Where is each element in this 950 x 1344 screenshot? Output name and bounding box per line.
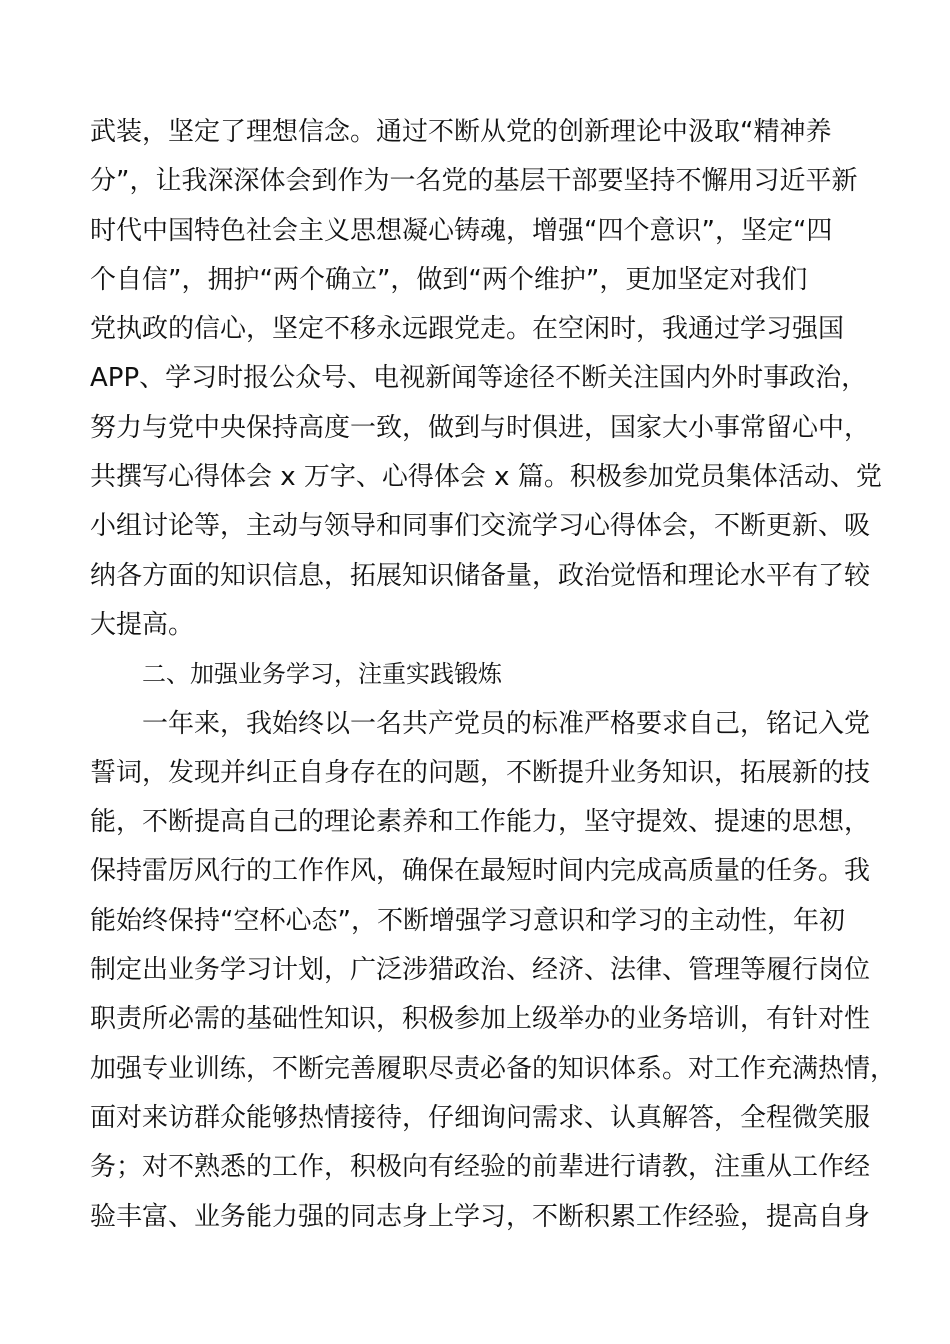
text-line: 共撰写心得体会 x 万字、心得体会 x 篇。积极参加党员集体活动、党 bbox=[90, 462, 882, 493]
document-page bbox=[90, 108, 897, 1242]
text-line: 务；对不熟悉的工作，积极向有经验的前辈进行请教，注重从工作经 bbox=[90, 1152, 871, 1183]
text-line: 一年来，我始终以一名共产党员的标准严格要求自己，铭记入党 bbox=[142, 708, 871, 739]
text-line: 小组讨论等，主动与领导和同事们交流学习心得体会，不断更新、吸 bbox=[90, 511, 871, 542]
text-line: 能始终保持“空杯心态”，不断增强学习意识和学习的主动性，年初 bbox=[90, 905, 845, 936]
text-line: 面对来访群众能够热情接待，仔细询问需求、认真解答，全程微笑服 bbox=[90, 1102, 871, 1133]
paragraph-2 bbox=[90, 700, 897, 1242]
paragraph-1 bbox=[90, 108, 882, 650]
text-line: 党执政的信心，坚定不移永远跟党走。在空闲时，我通过学习强国 bbox=[90, 314, 845, 345]
text-line: 职责所必需的基础性知识，积极参加上级举办的业务培训，有针对性 bbox=[90, 1004, 871, 1035]
text-line: 加强专业训练，不断完善履职尽责必备的知识体系。对工作充满热情， bbox=[90, 1053, 897, 1084]
text-line: 能，不断提高自己的理论素养和工作能力，坚守提效、提速的思想， bbox=[90, 807, 871, 838]
text-line: APP、学习时报公众号、电视新闻等途径不断关注国内外时事政治， bbox=[90, 363, 868, 394]
text-line: 誓词，发现并纠正自身存在的问题，不断提升业务知识，拓展新的技 bbox=[90, 757, 871, 788]
text-line: 纳各方面的知识信息，拓展知识储备量，政治觉悟和理论水平有了较 bbox=[90, 560, 871, 591]
text-line: 保持雷厉风行的工作作风，确保在最短时间内完成高质量的任务。我 bbox=[90, 856, 871, 887]
section-heading: 二、加强业务学习，注重实践锻炼 bbox=[142, 660, 502, 689]
text-line: 制定出业务学习计划，广泛涉猎政治、经济、法律、管理等履行岗位 bbox=[90, 955, 871, 986]
text-line: 大提高。 bbox=[90, 609, 195, 640]
text-line: 时代中国特色社会主义思想凝心铸魂，增强“四个意识”，坚定“四 bbox=[90, 215, 833, 246]
text-line: 个自信”，拥护“两个确立”，做到“两个维护”，更加坚定对我们 bbox=[90, 264, 808, 295]
text-line: 验丰富、业务能力强的同志身上学习，不断积累工作经验，提高自身 bbox=[90, 1201, 871, 1232]
text-line: 武装，坚定了理想信念。通过不断从党的创新理论中汲取“精神养 bbox=[90, 117, 832, 147]
text-line: 努力与党中央保持高度一致，做到与时俱进，国家大小事常留心中， bbox=[90, 412, 871, 443]
text-line: 分”，让我深深体会到作为一名党的基层干部要坚持不懈用习近平新 bbox=[90, 166, 858, 197]
